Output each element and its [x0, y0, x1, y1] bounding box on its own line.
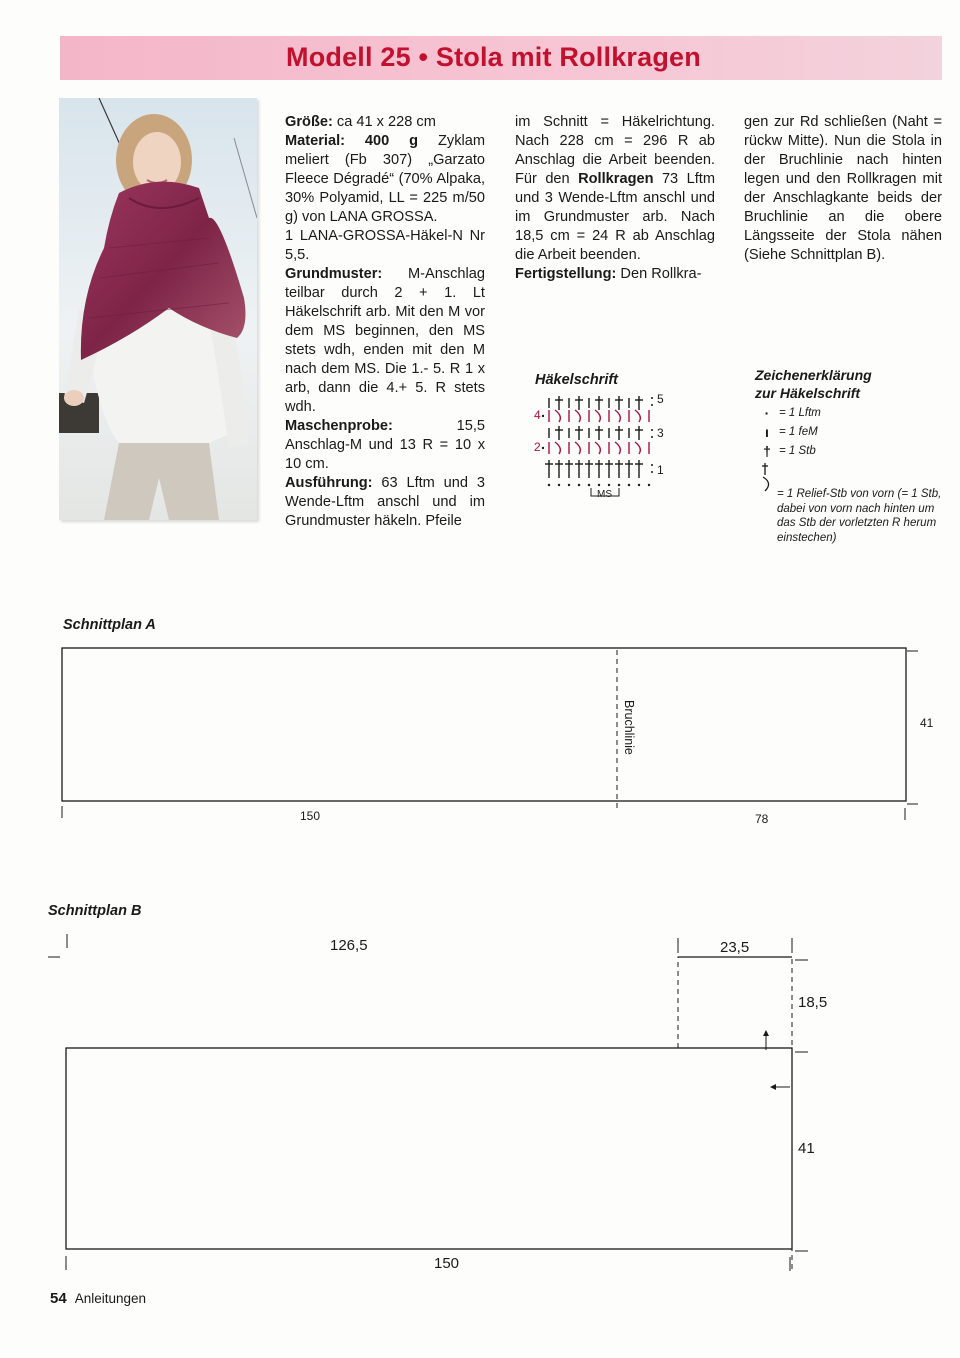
- hook-paragraph: 1 LANA-GROSSA-Häkel-N Nr 5,5.: [285, 228, 485, 263]
- schnittplan-a-width-left: 150: [300, 809, 321, 823]
- crochet-chart-symbols: [542, 396, 653, 496]
- page-number: 54: [50, 1290, 67, 1307]
- instructions-column-3: [744, 113, 942, 265]
- material-amount: 400 g: [345, 133, 419, 149]
- legend-title-line1: Zeichenerklärung: [755, 367, 872, 383]
- maschenprobe-label: Maschenprobe:: [285, 418, 393, 434]
- schnittplan-b-title: Schnittplan B: [48, 903, 142, 919]
- chart-row-label-1: 1: [657, 463, 664, 477]
- material-text: Zyklam meliert (Fb 307) „Garzato Fleece Dégradé“ (70% Alpaka, 30% Polyamid, LL = 225 m/50 g) von LANA GROSSA.: [285, 133, 485, 225]
- fertigstellung-text: Den Rollkra-: [616, 266, 702, 282]
- stole-body-rectangle: [66, 1048, 792, 1249]
- ausfuehrung-paragraph: [285, 474, 485, 531]
- size-text: ca 41 x 228 cm: [332, 114, 436, 130]
- chart-row-label-3: 3: [657, 426, 664, 440]
- size-label: Größe:: [285, 114, 333, 130]
- material-label: Material:: [285, 133, 346, 149]
- rollkragen-text: 73 Lftm und 3 Wende-Lftm anschl und im Grundmuster arb. Nach 18,5 cm = 24 R ab Anschlag die Arbeit beenden.: [515, 171, 715, 263]
- symbol-legend: [755, 366, 945, 545]
- maschenprobe-text: 15,5 Anschlag-M und 13 R = 10 x 10 cm.: [285, 418, 485, 472]
- legend-item-text: = 1 Stb: [779, 445, 816, 458]
- grundmuster-label: Grundmuster:: [285, 266, 383, 282]
- legend-item-lftm: [755, 404, 945, 423]
- single-crochet-symbol-icon: ı: [765, 424, 769, 441]
- page-footer: [50, 1290, 146, 1307]
- instructions-column-1: [285, 113, 485, 531]
- maschenprobe-paragraph: [285, 417, 485, 474]
- schnittplan-a-width-right: 78: [755, 812, 769, 826]
- grundmuster-paragraph: [285, 265, 485, 417]
- size-paragraph: [285, 113, 485, 132]
- legend-title-line2: zur Häkelschrift: [755, 385, 861, 401]
- chart-row-label-4: 4: [534, 408, 541, 422]
- chart-row-label-5: 5: [657, 392, 664, 406]
- schnittplan-b-collar-width: 23,5: [720, 939, 750, 956]
- legend-item-fem: [755, 423, 945, 442]
- collar-outline: [678, 957, 792, 1048]
- chart-ms-label: MS: [597, 489, 612, 500]
- schnittplan-b-body-height: 41: [798, 1140, 815, 1157]
- stole-rectangle: [62, 648, 906, 801]
- crochet-chart-title: Häkelschrift: [535, 372, 619, 388]
- page-title: Modell 25 • Stola mit Rollkragen: [286, 42, 701, 72]
- fertigstellung-label: Fertigstellung:: [515, 266, 617, 282]
- double-crochet-symbol-icon: †: [763, 443, 771, 460]
- legend-item-text: = 1 feM: [779, 426, 818, 439]
- model-photo: [59, 98, 257, 520]
- material-paragraph: [285, 132, 485, 227]
- legend-item-stb: [755, 442, 945, 461]
- relief-stitch-text: = 1 Relief-Stb von vorn (= 1 Stb, dabei von vorn nach hinten um das Stb der vorletzten R herum einstechen): [777, 488, 942, 544]
- legend-item-relief: [755, 467, 945, 545]
- fertigstellung-paragraph: [515, 265, 715, 284]
- schnittplan-b-bottom-width: 150: [434, 1255, 460, 1272]
- fold-line-label: Bruchlinie: [622, 700, 636, 755]
- woman-wearing-knitted-stole-photo: [59, 98, 257, 520]
- schnittplan-a-title: Schnittplan A: [63, 617, 156, 633]
- schnittplan-b-top-width: 126,5: [330, 937, 368, 954]
- rollkragen-label: Rollkragen: [578, 171, 654, 187]
- section-name: Anleitungen: [74, 1291, 146, 1306]
- direction-text: im Schnitt = Häkelrichtung. Nach 228 cm = 296 R ab Anschlag die Arbeit beenden. Für den: [515, 114, 715, 187]
- relief-stitch-symbol-icon: [761, 461, 775, 493]
- instructions-column-2: [515, 113, 715, 284]
- title-banner: [60, 36, 942, 80]
- ausfuehrung-label: Ausführung:: [285, 475, 373, 491]
- chain-symbol-icon: ·: [764, 405, 770, 422]
- grundmuster-text: M-Anschlag teilbar durch 2 + 1. Lt Häkelschrift arb. Mit den M vor dem MS beginnen, den MS stets wdh, enden mit den M nach dem MS. Die 1.- 5. R 1 x arb, dann die 4.+ 5. R stets wdh.: [285, 266, 485, 415]
- ausfuehrung-text: 63 Lftm und 3 Wende-Lftm anschl und im Grundmuster häkeln. Pfeile: [285, 475, 485, 529]
- legend-item-text: = 1 Lftm: [779, 407, 821, 420]
- schnittplan-b-collar-height: 18,5: [798, 994, 828, 1011]
- finishing-paragraph: gen zur Rd schließen (Naht = rückw Mitte). Nun die Stola in der Bruchlinie nach hinten legen und den Rollkragen mit der Anschlagkante beids der Bruchlinie an die obere Längsseite der Stola nähen (Siehe Schnittplan B).: [744, 114, 942, 263]
- schnittplan-a-height: 41: [920, 716, 934, 730]
- chart-row-label-2: 2: [534, 440, 541, 454]
- direction-paragraph: [515, 113, 715, 265]
